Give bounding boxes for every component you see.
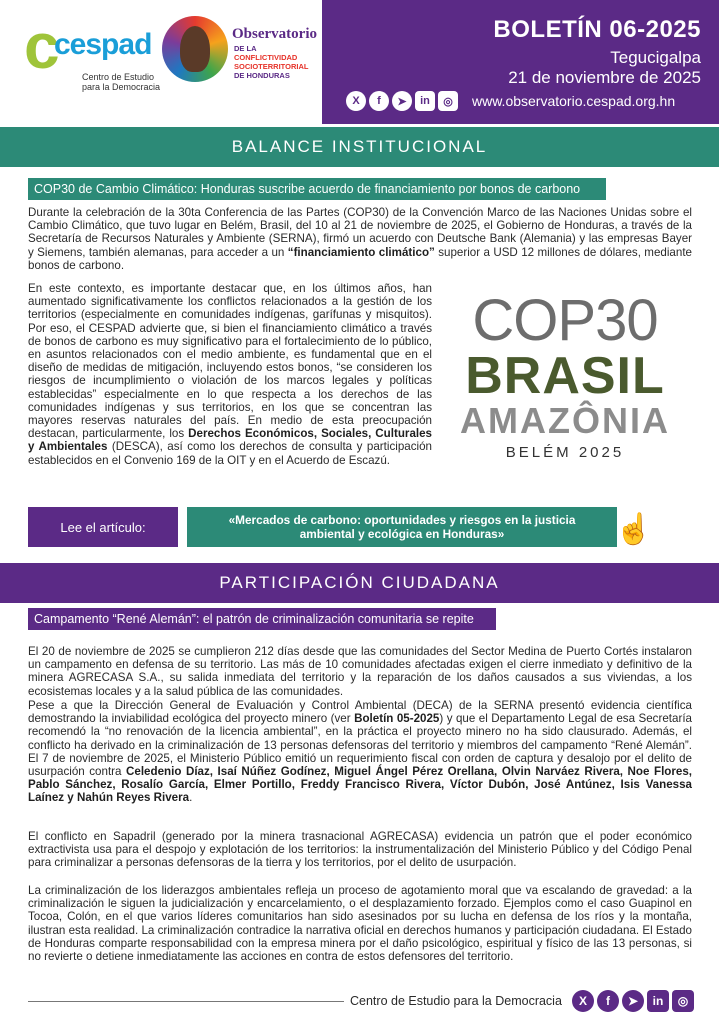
header-info (322, 0, 719, 124)
section2-subhead: Campamento “René Alemán”: el patrón de criminalización comunitaria se repite (28, 608, 496, 630)
section-banner-participacion-ciudadana: PARTICIPACIÓN CIUDADANA (0, 563, 719, 603)
section1-subhead: COP30 de Cambio Climático: Honduras suscribe acuerdo de financiamiento por bonos de carbono (28, 178, 606, 200)
x-icon[interactable]: X (572, 990, 594, 1012)
observatorio-title: Observatorio (232, 26, 317, 42)
article-link-button[interactable]: «Mercados de carbono: oportunidades y riesgos en la justicia ambiental y ecológica en Honduras» (187, 507, 617, 547)
cespad-logo (24, 10, 161, 94)
cop30-line: COP30 (472, 288, 658, 353)
observatorio-emblem-icon (162, 16, 228, 82)
section-banner-balance-institucional: BALANCE INSTITUCIONAL (0, 127, 719, 167)
footer-org-name: Centro de Estudio para la Democracia (350, 994, 562, 1008)
bulletin-title: BOLETÍN 06-2025 (493, 16, 701, 43)
cespad-logo-text: cespad (54, 28, 152, 61)
section2-paragraph-3: El conflicto en Sapadril (generado por la minera trasnacional AGRECASA) evidencia un patrón que el poder económico extractivista usa para el despojo y explotación de los territorios: la instrumentalización del Ministerio Público y del Código Penal para criminalizar a personas defensoras de la tierra y los territorios, por el delito de usurpación. (28, 830, 692, 870)
header-logos (0, 0, 322, 124)
facebook-icon[interactable]: f (369, 91, 389, 111)
amazonia-line: AMAZÔNIA (460, 400, 670, 441)
cop30-brasil-graphic (440, 288, 690, 477)
section2-paragraph-4: La criminalización de los liderazgos ambientales refleja un proceso de agotamiento moral que va escalando de gravedad: a la criminalización le siguen la judicialización y encarcelamiento, o el desplazamiento forzado. Ejemplos como el caso Guapinol en Tocoa, Colón, en el que varios líderes comunitarios han sido asesinados por su lucha en defensa de los ríos y la montaña, ilustran esta realidad. La criminalización contradice la narrativa oficial en derechos humanos y participación ciudadana. El Estado de Honduras comparte responsabilidad con la empresa minera por el daño psicológico, espiritual y físico de las 13 personas, si no revierte o detiene inmediatamente las acciones en contra de estos defensores del territorio. (28, 884, 692, 964)
page-header (0, 0, 719, 124)
section1-paragraph-1: Durante la celebración de la 30ta Conferencia de las Partes (COP30) de la Convención Marco de las Naciones Unidas sobre el Cambio Climático, que tuvo lugar en Belém, Brasil, del 10 al 21 de noviembre de 2025, el Gobierno de Honduras, a través de la Secretaría de Recursos Naturales y Ambiente (SERNA), firmó un acuerdo con Deutsche Bank (Alemania) y las empresas Bayer y Siemens, también alemanas, para acceder a un “financiamiento climático” superior a USD 12 millones de dólares, mediante bonos de carbono. (28, 206, 692, 272)
telegram-icon[interactable]: ➤ (392, 91, 412, 111)
instagram-icon[interactable]: ◎ (672, 990, 694, 1012)
observatorio-subtitle: DE LA CONFLICTIVIDAD SOCIOTERRITORIAL DE HONDURAS (234, 44, 309, 80)
header-social-links (346, 91, 458, 111)
brasil-line: BRASIL (465, 347, 665, 405)
telegram-icon[interactable]: ➤ (622, 990, 644, 1012)
bulletin-city: Tegucigalpa (610, 48, 701, 67)
pointer-hand-icon: ☝ (615, 513, 653, 546)
section2-paragraph-2: Pese a que la Dirección General de Evaluación y Control Ambiental (DECA) de la SERNA presentó evidencia científica demostrando la inviabilidad ecológica del proyecto minero (ver Boletín 05-2025) y que el Departamento Legal de esa Secretaría recomendó la “no renovación de la licencia ambiental”, en la práctica el proyecto minero no ha sido clausurado. Además, el conflicto ha derivado en la criminalización de 13 personas defensoras del territorio y miembros del campamento “René Alemán”. El 7 de noviembre de 2025, el Ministerio Público emitió un requerimiento fiscal con orden de captura y desalojo por el delito de usurpación contra Celedenio Díaz, Isaí Núñez Godínez, Miguel Ángel Pérez Orellana, Olvin Narváez Rivera, Noe Flores, Pablo Sánchez, Rosalío García, Elmer Portillo, Freddy Francisco Rivera, Víctor Dubón, José Antúnez, Isis Vanessa Laínez y Nahún Reyes Rivera. (28, 699, 692, 805)
linkedin-icon[interactable]: in (415, 91, 435, 111)
website-link[interactable]: www.observatorio.cespad.org.hn (472, 93, 676, 109)
cespad-logo-mark: c (24, 10, 60, 82)
bulletin-date: 21 de noviembre de 2025 (508, 68, 701, 87)
instagram-icon[interactable]: ◎ (438, 91, 458, 111)
linkedin-icon[interactable]: in (647, 990, 669, 1012)
footer-rule (28, 1001, 344, 1002)
x-icon[interactable]: X (346, 91, 366, 111)
cespad-tagline: Centro de Estudio para la Democracia (82, 72, 161, 92)
observatorio-logo (162, 16, 317, 90)
facebook-icon[interactable]: f (597, 990, 619, 1012)
section1-paragraph-2: En este contexto, es importante destacar que, en los últimos años, han aumentado significativamente los conflictos relacionados a la gestión de los territorios (especialmente en comunidades indígenas, garífunas y misquitos). Por eso, el CESPAD advierte que, si bien el financiamiento climático a través de bonos de carbono es muy significativo para el fortalecimiento de lo público, en asuntos relacionados con el medio ambiente, es fundamental que en el diseño de medidas de mitigación, incluyendo estos bonos, “se consideren los riesgos de incumplimiento o violación de los marcos legales y políticas establecidas” especialmente en lo que respecta a los derechos de las comunidades indígenas y sus territorios, en los que se concentran las mayores reservas naturales del país. En medio de esta preocupación destacan, particularmente, los Derechos Económicos, Sociales, Culturales y Ambientales (DESCA), así como los derechos de consulta y participación establecidos en el Convenio 169 de la OIT y en el Acuerdo de Escazú. (28, 282, 433, 467)
footer-social-links (572, 990, 694, 1012)
belem-line: BELÉM 2025 (505, 444, 625, 461)
section2-paragraph-1: El 20 de noviembre de 2025 se cumplieron 212 días desde que las comunidades del Sector Medina de Puerto Cortés instalaron un campamento en defensa de su territorio. Las más de 10 comunidades afectadas exigen el cierre inmediato y definitivo de la minera AGRECASA S.A., su salida inmediata del territorio y la reparación de los daños causados a sus viviendas, a los ecosistemas locales y a la salud pública de las comunidades. (28, 645, 692, 698)
read-article-label: Lee el artículo: (28, 507, 178, 547)
